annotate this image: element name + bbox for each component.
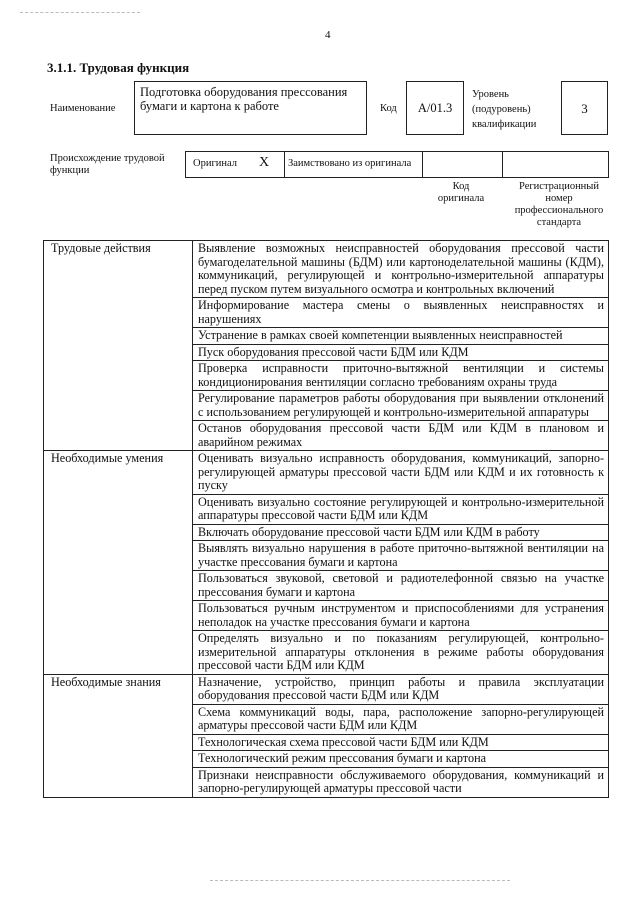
requirement-cell: Информирование мастера смены о выявленных неисправностях и нарушениях xyxy=(193,298,609,328)
requirement-cell: Схема коммуникаций воды, пара, расположение запорно-регулирующей арматуры прессовой части БДМ или КДМ xyxy=(193,704,609,734)
borrowed-label: Заимствовано из оригинала xyxy=(288,158,412,169)
category-cell: Трудовые действия xyxy=(44,241,193,451)
requirement-cell: Выявление возможных неисправностей оборудования прессовой части бумагоделательной машины (БДМ) или картоноделательной машины (КДМ), коммуникаций, регулирующей и контрольно-измерительной аппаратуры перед пуском путем визуального осмотра и контрольных включений xyxy=(193,241,609,298)
function-table xyxy=(43,240,609,798)
origin-divider-3 xyxy=(502,152,503,177)
requirement-cell: Технологическая схема прессовой части БДМ или КДМ xyxy=(193,734,609,751)
requirement-cell: Устранение в рамках своей компетенции выявленных неисправностей xyxy=(193,328,609,345)
requirement-cell: Признаки неисправности обслуживаемого оборудования, коммуникаций и запорно-регулирующей арматуры прессовой части xyxy=(193,767,609,797)
requirement-cell: Технологический режим прессования бумаги и картона xyxy=(193,751,609,768)
origin-divider-1 xyxy=(284,152,285,177)
original-label: Оригинал xyxy=(193,158,237,169)
function-code: А/01.3 xyxy=(417,101,453,115)
category-cell: Необходимые знания xyxy=(44,674,193,797)
requirement-cell: Проверка исправности приточно-вытяжной вентиляции и системы кондиционирования вентиляции согласно требованиям охраны труда xyxy=(193,361,609,391)
name-label: Наименование xyxy=(50,103,116,114)
table-row xyxy=(44,241,609,298)
function-name: Подготовка оборудования прессования бумаги и картона к работе xyxy=(140,85,348,113)
registration-number-caption: Регистрационный номер профессионального стандарта xyxy=(514,181,604,228)
requirement-cell: Пуск оборудования прессовой части БДМ или КДМ xyxy=(193,344,609,361)
origin-label: Происхождение трудовой функции xyxy=(50,153,165,176)
requirement-cell: Пользоваться звуковой, световой и радиотелефонной связью на участке прессования бумаги и картона xyxy=(193,571,609,601)
requirement-cell: Оценивать визуально исправность оборудования, коммуникаций, запорно-регулирующей арматуры прессовой части БДМ или КДМ и их готовность к пуску xyxy=(193,451,609,495)
name-value-box xyxy=(134,81,367,135)
level-value-box xyxy=(561,81,608,135)
origin-divider-2 xyxy=(422,152,423,177)
section-title: 3.1.1. Трудовая функция xyxy=(47,60,190,75)
level-label: Уровень (подуровень) квалификации xyxy=(472,89,537,130)
requirement-cell: Определять визуально и по показаниям регулирующей, контрольно-измерительной аппаратуры отклонения в режиме работы оборудования прессовой части БДМ или КДМ xyxy=(193,631,609,675)
original-mark: Х xyxy=(259,155,270,170)
scan-line-bottom xyxy=(210,880,510,881)
table-row xyxy=(44,451,609,495)
qualification-level: 3 xyxy=(581,101,588,116)
code-value-box xyxy=(406,81,464,135)
requirement-cell: Останов оборудования прессовой части БДМ или КДМ в плановом и аварийном режимах xyxy=(193,421,609,451)
requirement-cell: Регулирование параметров работы оборудования при выявлении отклонений с использованием регулирующей и контрольно-измерительной аппаратуры xyxy=(193,391,609,421)
category-cell: Необходимые умения xyxy=(44,451,193,675)
scan-line-top xyxy=(20,12,140,13)
requirement-cell: Включать оборудование прессовой части БДМ или КДМ в работу xyxy=(193,524,609,541)
page-number: 4 xyxy=(325,29,331,41)
requirement-cell: Назначение, устройство, принцип работы и правила эксплуатации оборудования прессовой части БДМ или КДМ xyxy=(193,674,609,704)
code-label: Код xyxy=(380,103,397,114)
original-code-caption: Код оригинала xyxy=(437,181,485,204)
table-row xyxy=(44,674,609,704)
requirement-cell: Оценивать визуально состояние регулирующей и контрольно-измерительной аппаратуры прессовой части БДМ или КДМ xyxy=(193,494,609,524)
requirement-cell: Выявлять визуально нарушения в работе приточно-вытяжной вентиляции на участке прессования бумаги и картона xyxy=(193,541,609,571)
requirement-cell: Пользоваться ручным инструментом и приспособлениями для устранения неполадок на участке прессования бумаги и картона xyxy=(193,601,609,631)
